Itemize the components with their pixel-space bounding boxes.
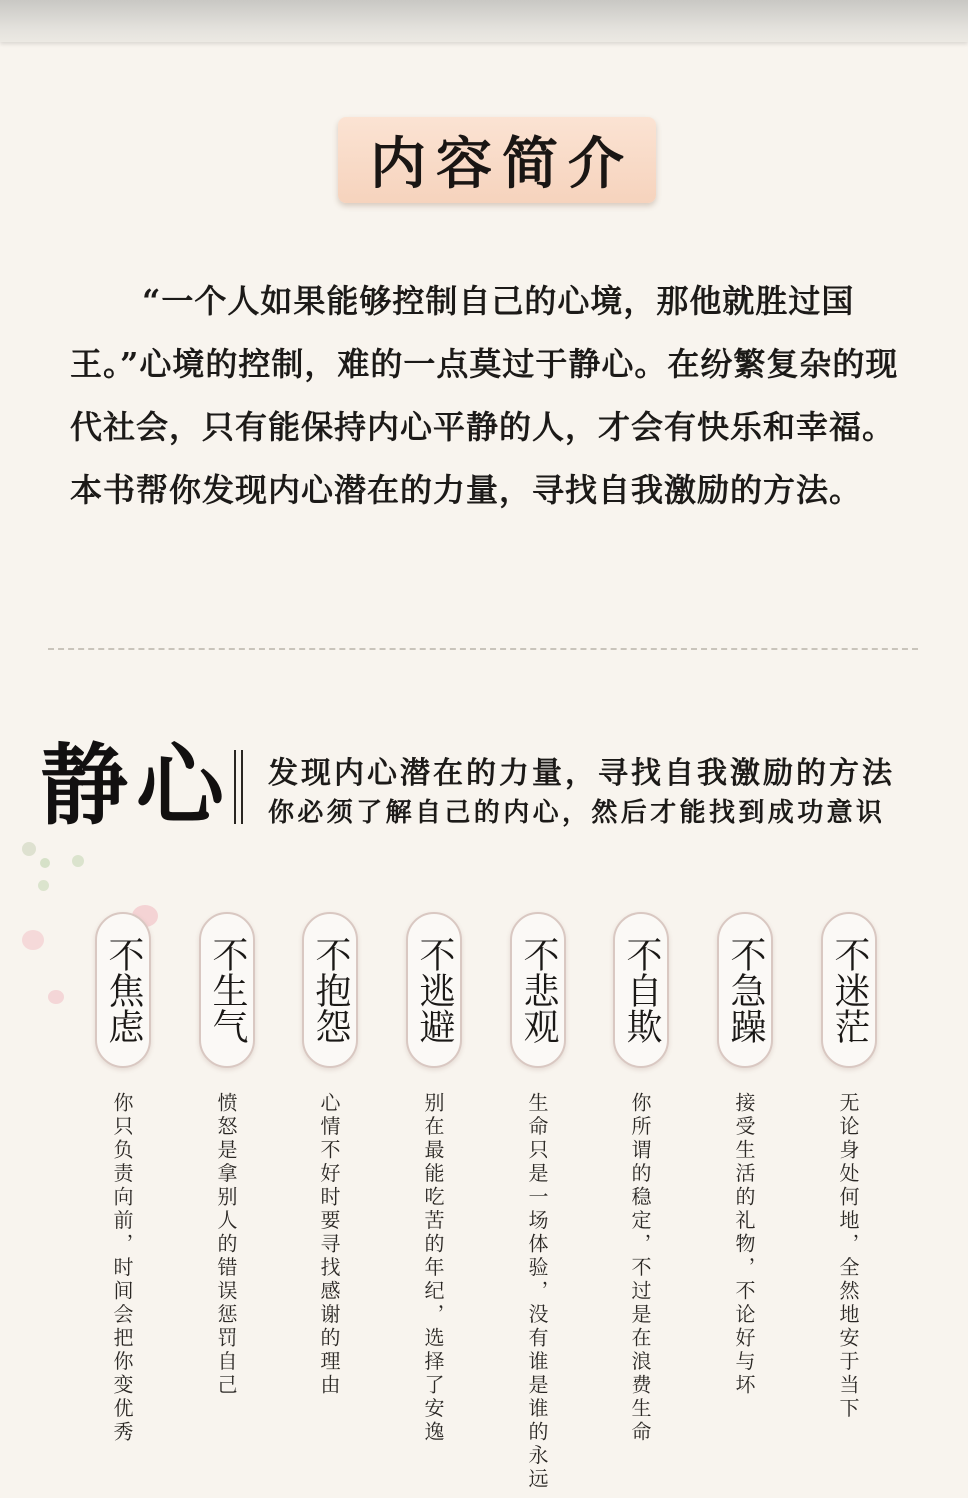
petal-decoration: [22, 930, 44, 950]
principle-text: 无论身处何地，全然地安于当下: [836, 1092, 860, 1421]
principle-text: 愤怒是拿别人的错误惩罚自己: [214, 1092, 238, 1398]
petal-decoration: [48, 990, 64, 1004]
principle-pill: [717, 912, 773, 1068]
petal-decoration: [72, 855, 84, 867]
principle-pill: [302, 912, 358, 1068]
theme-divider-bar: [234, 750, 236, 824]
petal-decoration: [22, 842, 36, 856]
theme-subtitle-line1: 发现内心潜在的力量，寻找自我激励的方法: [268, 756, 895, 791]
principle-text: 生命只是一场体验，没有谁是谁的永远: [525, 1092, 549, 1492]
theme-title: 静心: [40, 733, 233, 837]
principle-pill: [406, 912, 462, 1068]
theme-divider-bar: [241, 750, 243, 824]
principle-pill: [613, 912, 669, 1068]
top-band: [0, 0, 968, 42]
principle-label: 不自欺: [621, 936, 662, 1044]
principle-text: 接受生活的礼物，不论好与坏: [732, 1092, 756, 1398]
principle-label: 不生气: [207, 936, 248, 1044]
principle-label: 不迷茫: [829, 936, 870, 1044]
principle-pill: [95, 912, 151, 1068]
principle-pill: [821, 912, 877, 1068]
principle-pill: [510, 912, 566, 1068]
principle-text: 你所谓的稳定，不过是在浪费生命: [628, 1092, 652, 1445]
principle-label: 不焦虑: [103, 936, 144, 1044]
principle-text: 别在最能吃苦的年纪，选择了安逸: [421, 1092, 445, 1445]
section-title-box: [338, 117, 656, 203]
intro-paragraph: “一个人如果能够控制自己的心境，那他就胜过国王。”心境的控制，难的一点莫过于静心。在纷繁复杂的现代社会，只有能保持内心平静的人，才会有快乐和幸福。本书帮你发现内心潜在的力量，寻找自我激励的方法。: [70, 282, 899, 509]
section-title: 内容简介: [370, 131, 634, 197]
petal-decoration: [38, 880, 49, 891]
principle-label: 不急躁: [725, 936, 766, 1044]
petal-decoration: [40, 858, 50, 868]
principle-text: 你只负责向前，时间会把你变优秀: [110, 1092, 134, 1445]
principle-label: 不逃避: [414, 936, 455, 1044]
dashed-divider: [48, 648, 918, 650]
principle-label: 不抱怨: [310, 936, 351, 1044]
principle-text: 心情不好时要寻找感谢的理由: [317, 1092, 341, 1398]
principle-pill: [199, 912, 255, 1068]
theme-subtitle-line2: 你必须了解自己的内心，然后才能找到成功意识: [268, 798, 886, 828]
principle-label: 不悲观: [518, 936, 559, 1044]
